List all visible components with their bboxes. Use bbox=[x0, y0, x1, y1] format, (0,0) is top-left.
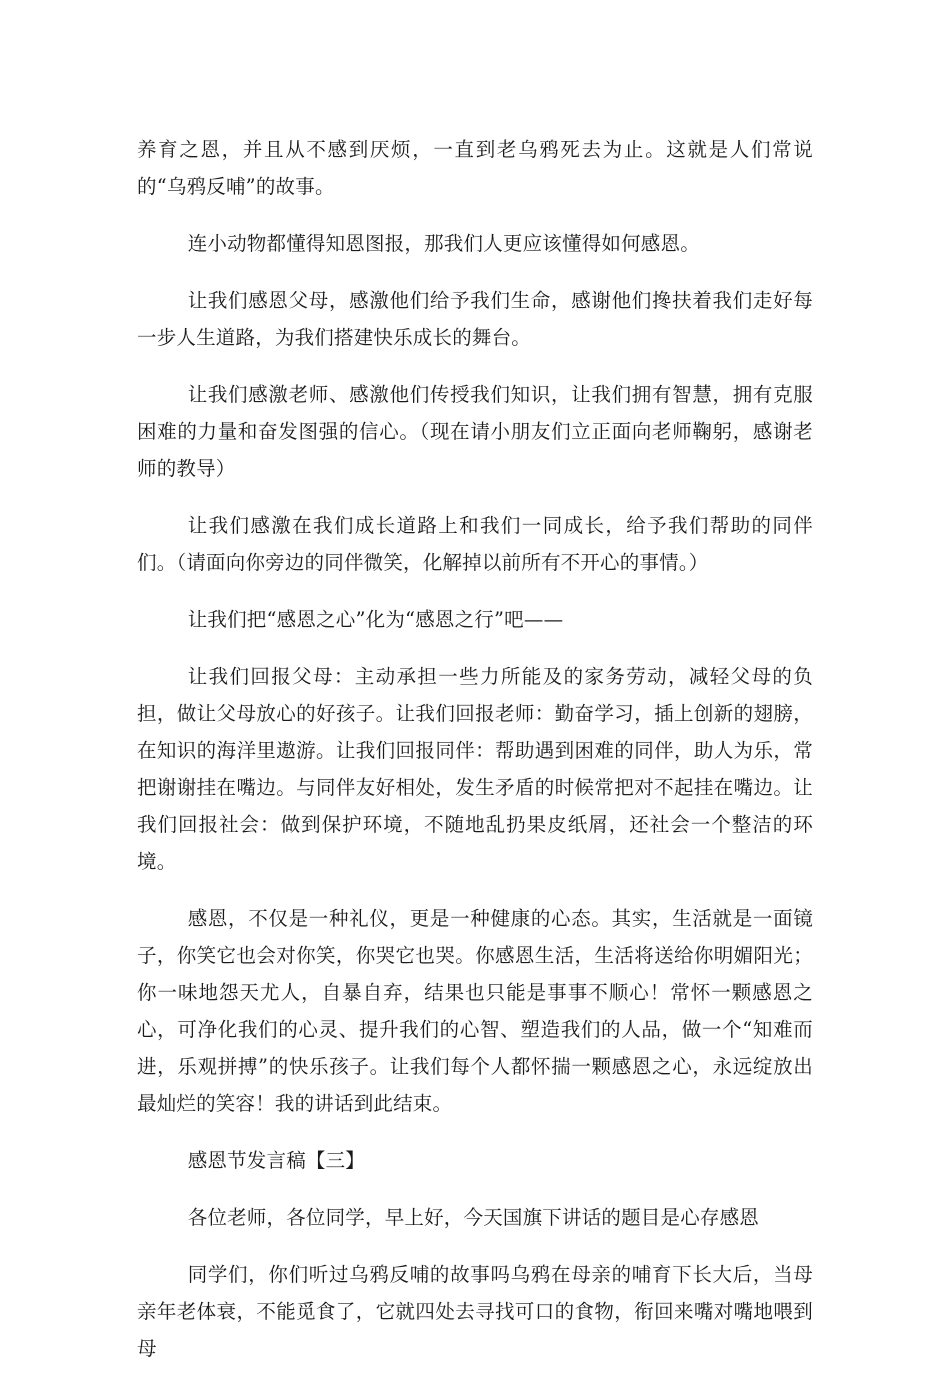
paragraph-2: 连小动物都懂得知恩图报，那我们人更应该懂得如何感恩。 bbox=[187, 232, 700, 255]
paragraph-8: 感恩，不仅是一种礼仪，更是一种健康的心态。其实，生活就是一面镜子，你笑它也会对你笑，你哭它也哭。你感恩生活，生活将送给你明媚阳光；你一味地怨天尤人，自暴自弃，结果也只能是事事不顺心！常怀一颗感恩之心，可净化我们的心灵、提升我们的心智、塑造我们的人品，做一个“知难而进，乐观拼搏”的快乐孩子。让我们每个人都怀揣一颗感恩之心，永远绽放出最灿烂的笑容！我的讲话到此结束。 bbox=[137, 907, 813, 1115]
section-heading: 感恩节发言稿【三】 bbox=[187, 1149, 365, 1172]
paragraph-5: 让我们感激在我们成长道路上和我们一同成长，给予我们帮助的同伴们。（请面向你旁边的同伴微笑，化解掉以前所有不开心的事情。） bbox=[137, 514, 813, 574]
paragraph-7: 让我们回报父母：主动承担一些力所能及的家务劳动，减轻父母的负担，做让父母放心的好孩子。让我们回报老师：勤奋学习，插上创新的翅膀，在知识的海洋里遨游。让我们回报同伴：帮助遇到困难的同伴，助人为乐，常把谢谢挂在嘴边。与同伴友好相处，发生矛盾的时候常把对不起挂在嘴边。让我们回报社会：做到保护环境，不随地乱扔果皮纸屑，还社会一个整洁的环境。 bbox=[137, 665, 813, 873]
paragraph-story: 同学们，你们听过乌鸦反哺的故事吗乌鸦在母亲的哺育下长大后，当母亲年老体衰，不能觅食了，它就四处去寻找可口的食物，衔回来嘴对嘴地喂到母 bbox=[137, 1263, 813, 1360]
paragraph-greeting: 各位老师，各位同学，早上好，今天国旗下讲话的题目是心存感恩 bbox=[187, 1206, 759, 1229]
document-body bbox=[137, 131, 813, 1387]
paragraph-6: 让我们把“感恩之心”化为“感恩之行”吧—— bbox=[187, 608, 564, 631]
paragraph-4: 让我们感激老师、感激他们传授我们知识，让我们拥有智慧，拥有克服困难的力量和奋发图强的信心。（现在请小朋友们立正面向老师鞠躬，感谢老师的教导） bbox=[137, 383, 813, 480]
paragraph-3: 让我们感恩父母，感激他们给予我们生命，感谢他们搀扶着我们走好每一步人生道路，为我们搭建快乐成长的舞台。 bbox=[137, 289, 813, 349]
paragraph-1: 养育之恩，并且从不感到厌烦，一直到老乌鸦死去为止。这就是人们常说的“乌鸦反哺”的故事。 bbox=[137, 138, 813, 198]
